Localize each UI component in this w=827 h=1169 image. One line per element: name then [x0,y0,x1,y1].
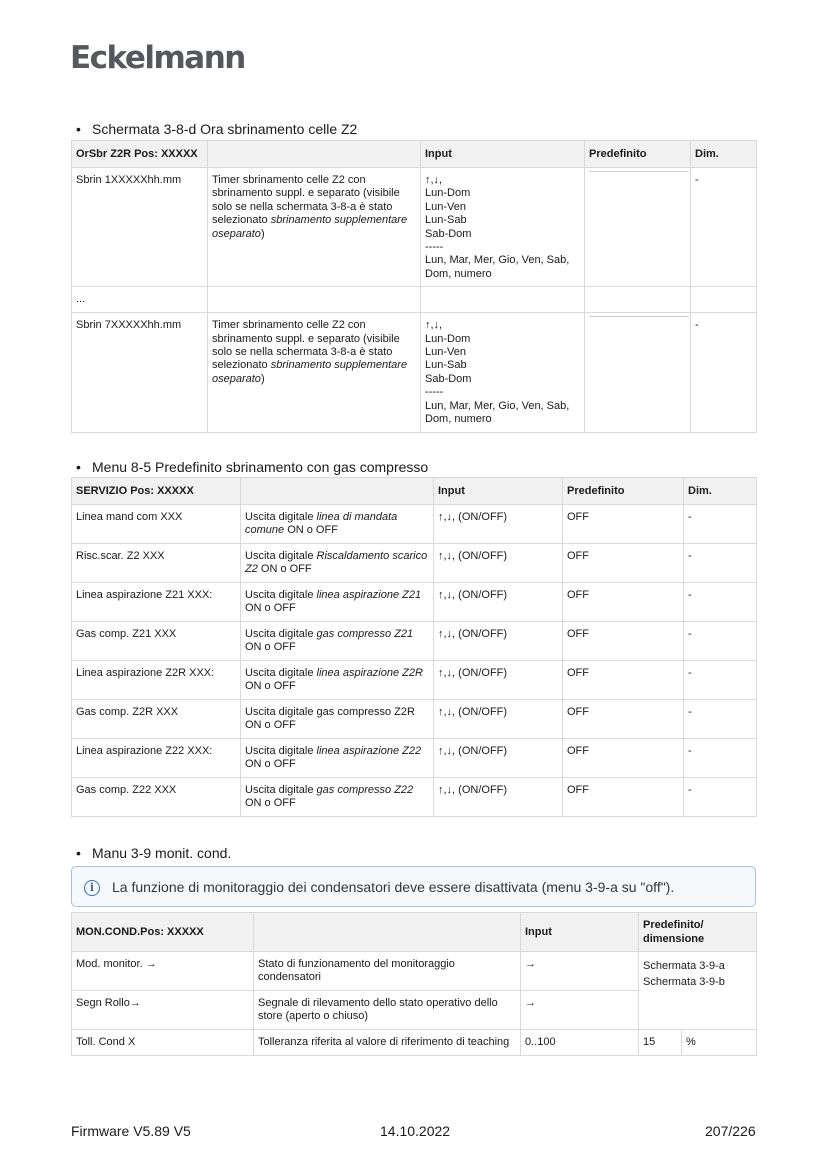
param-input: ↑,↓, (ON/OFF) [434,544,563,583]
param-default: OFF [563,739,684,778]
table-row [72,583,757,622]
param-description: Uscita digitale Riscaldamento scarico Z2 ON o OFF [241,544,434,583]
gas-defrost-table [71,477,757,817]
param-description: Timer sbrinamento celle Z2 con sbrinamento suppl. e separato (visibile solo se nella schermata 3-8-a è stato selezionato sbrinamento supplementare oseparato) [208,313,421,432]
bullet: • [76,459,81,475]
param-default: 15 [639,1030,682,1056]
param-name: Risc.scar. Z2 XXX [72,544,241,583]
section-heading-gas-defrost [76,459,428,475]
param-default [585,168,691,287]
column-header: MON.COND.Pos: XXXXX [72,913,254,952]
table-header-row [72,478,757,505]
table-header-row [72,913,757,952]
param-dim: - [684,505,757,544]
column-header: Input [434,478,563,505]
table-row [72,544,757,583]
param-default: OFF [563,583,684,622]
param-input: ↑,↓, (ON/OFF) [434,661,563,700]
param-input: 0..100 [521,1030,639,1056]
section-heading-defrost-time [76,121,357,137]
param-description: Uscita digitale linea aspirazione Z2R ON o OFF [241,661,434,700]
param-description: Uscita digitale linea aspirazione Z21 ON o OFF [241,583,434,622]
eckelmann-logo: Eckelmann [70,40,245,76]
column-header [241,478,434,505]
column-header: Predefinito [585,141,691,168]
table-row [72,739,757,778]
param-name: Linea aspirazione Z2R XXX: [72,661,241,700]
table-row [72,287,757,313]
column-header: Predefinito/ dimensione [639,913,757,952]
param-default: OFF [563,778,684,817]
default-field-line [589,171,689,172]
param-default [585,313,691,432]
param-description: Segnale di rilevamento dello stato operativo dello store (aperto o chiuso) [254,991,521,1030]
param-input: ↑,↓, (ON/OFF) [434,622,563,661]
param-name: Linea aspirazione Z22 XXX: [72,739,241,778]
param-description: Uscita digitale linea di mandata comune ON o OFF [241,505,434,544]
footer-date: 14.10.2022 [380,1123,451,1139]
default-field-line [589,316,689,317]
param-default: OFF [563,544,684,583]
param-description: Tolleranza riferita al valore di riferimento di teaching [254,1030,521,1056]
param-dim: - [684,778,757,817]
heading-text: Schermata 3-8-d Ora sbrinamento celle Z2 [92,121,358,137]
heading-text: Manu 3-9 monit. cond. [92,845,232,861]
param-name: Linea aspirazione Z21 XXX: [72,583,241,622]
param-input: ↑,↓, Lun-Dom Lun-Ven Lun-Sab Sab-Dom ----- Lun, Mar, Mer, Gio, Ven, Sab, Dom, numero [421,313,585,432]
table-row [72,1030,757,1056]
param-name: Sbrin 1XXXXXhh.mm [72,168,208,287]
info-icon: i [84,880,100,896]
footer-page-number: 207/226 [705,1123,756,1139]
bullet: • [76,121,81,137]
param-name: Toll. Cond X [72,1030,254,1056]
param-dim: - [684,700,757,739]
info-note [71,866,756,907]
column-header: Dim. [684,478,757,505]
cond-monitor-table [71,912,757,1056]
param-dim: - [684,661,757,700]
param-default: OFF [563,661,684,700]
param-default-merged: Schermata 3-9-a Schermata 3-9-b [639,952,757,1030]
ellipsis-cell: ... [72,287,208,313]
param-input: ↑,↓, (ON/OFF) [434,739,563,778]
column-header: SERVIZIO Pos: XXXXX [72,478,241,505]
table-row [72,700,757,739]
param-name: Mod. monitor. → [72,952,254,991]
column-header [254,913,521,952]
column-header: Input [421,141,585,168]
column-header: Dim. [691,141,757,168]
param-description: Uscita digitale gas compresso Z22 ON o OFF [241,778,434,817]
param-name: Gas comp. Z21 XXX [72,622,241,661]
param-name: Gas comp. Z2R XXX [72,700,241,739]
table-row [72,622,757,661]
column-header: Input [521,913,639,952]
column-header: Predefinito [563,478,684,505]
table-row [72,778,757,817]
table-row [72,505,757,544]
param-input: ↑,↓, (ON/OFF) [434,700,563,739]
column-header: OrSbr Z2R Pos: XXXXX [72,141,208,168]
param-description: Uscita digitale linea aspirazione Z22 ON o OFF [241,739,434,778]
param-dim: - [684,739,757,778]
footer-firmware: Firmware V5.89 V5 [71,1123,191,1139]
param-default: OFF [563,505,684,544]
info-note-text: La funzione di monitoraggio dei condensatori deve essere disattivata (menu 3-9-a su "off"). [112,879,675,895]
param-dim: - [691,313,757,432]
defrost-time-table [71,140,757,433]
param-input: ↑,↓, Lun-Dom Lun-Ven Lun-Sab Sab-Dom ----- Lun, Mar, Mer, Gio, Ven, Sab, Dom, numero [421,168,585,287]
param-input: ↑,↓, (ON/OFF) [434,583,563,622]
param-name: Sbrin 7XXXXXhh.mm [72,313,208,432]
param-input: → [521,991,639,1030]
param-name: Gas comp. Z22 XXX [72,778,241,817]
param-default: OFF [563,622,684,661]
param-input: ↑,↓, (ON/OFF) [434,778,563,817]
param-name: Linea mand com XXX [72,505,241,544]
param-dim: - [691,168,757,287]
section-heading-cond-monitor [76,845,231,861]
column-header [208,141,421,168]
param-dim: % [682,1030,757,1056]
param-description: Uscita digitale gas compresso Z21 ON o OFF [241,622,434,661]
table-header-row [72,141,757,168]
param-description: Stato di funzionamento del monitoraggio condensatori [254,952,521,991]
table-row [72,952,757,991]
param-input: → [521,952,639,991]
param-description: Uscita digitale gas compresso Z2R ON o OFF [241,700,434,739]
param-name: Segn Rollo→ [72,991,254,1030]
param-dim: - [684,622,757,661]
table-row [72,661,757,700]
param-dim: - [684,583,757,622]
bullet: • [76,845,81,861]
param-description: Timer sbrinamento celle Z2 con sbrinamento suppl. e separato (visibile solo se nella schermata 3-8-a è stato selezionato sbrinamento supplementare oseparato) [208,168,421,287]
param-input: ↑,↓, (ON/OFF) [434,505,563,544]
table-row [72,313,757,432]
table-row [72,168,757,287]
heading-text: Menu 8-5 Predefinito sbrinamento con gas compresso [92,459,429,475]
param-dim: - [684,544,757,583]
param-default: OFF [563,700,684,739]
